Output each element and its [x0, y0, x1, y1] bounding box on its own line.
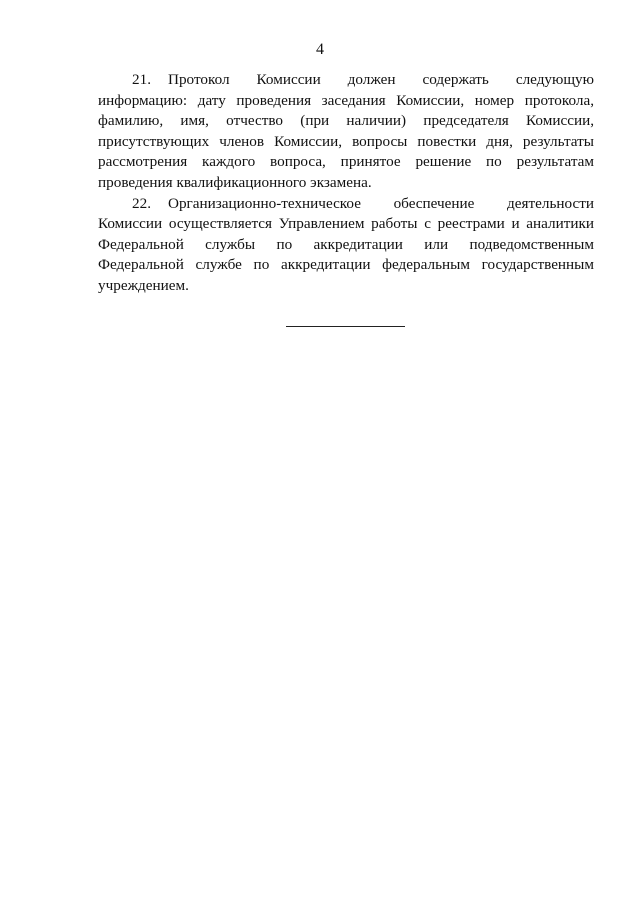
paragraph-21: [98, 70, 594, 194]
end-of-document-line: [286, 326, 405, 327]
paragraph-22: [98, 194, 594, 297]
document-body: [98, 70, 594, 297]
page-number: 4: [316, 41, 324, 58]
paragraph-text: Организационно-техническое обеспечение деятельности Комиссии осуществляется Управлением работы с реестрами и аналитики Федеральной службы по аккредитации или подведомственным Федеральной службе по аккредитации федеральным государственным учреждением.: [98, 194, 594, 294]
paragraph-text: Протокол Комиссии должен содержать следующую информацию: дату проведения заседания Комиссии, номер протокола, фамилию, имя, отчество (при наличии) председателя Комиссии, присутствующих членов Комиссии, вопросы повестки дня, результаты рассмотрения каждого вопроса, принятое решение по результатам проведения квалификационного экзамена.: [98, 71, 594, 191]
paragraph-number: 22.: [132, 194, 151, 212]
paragraph-number: 21.: [132, 71, 151, 88]
